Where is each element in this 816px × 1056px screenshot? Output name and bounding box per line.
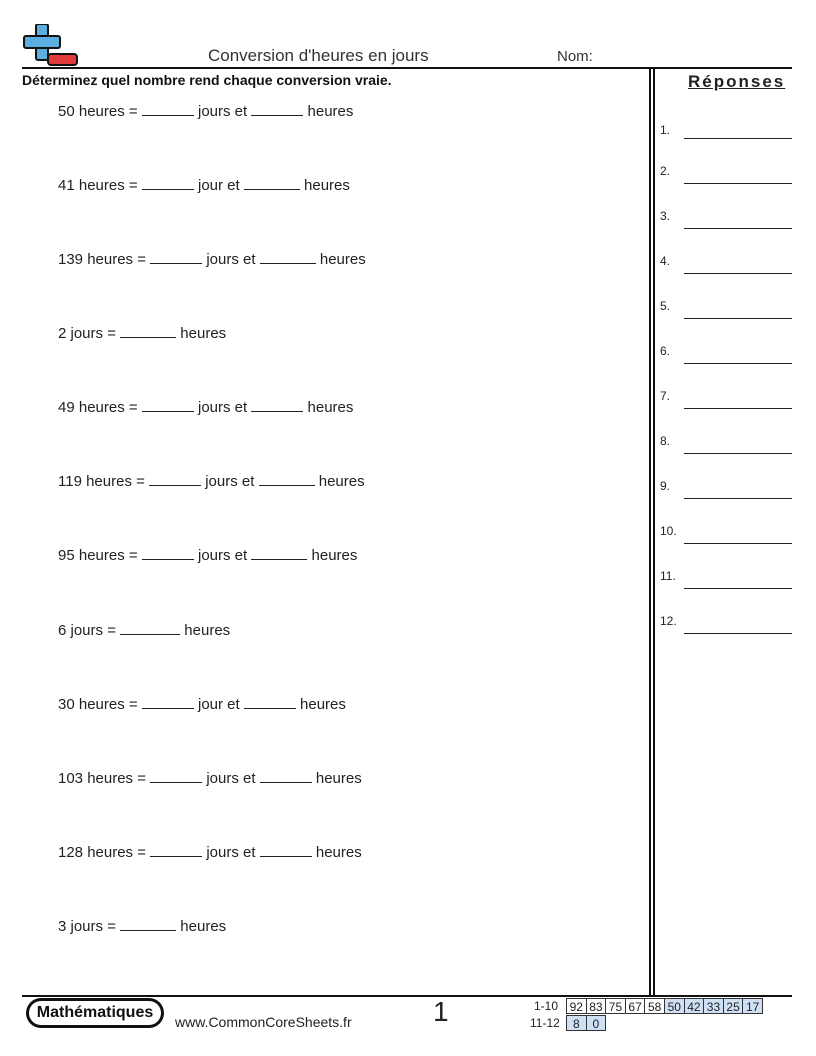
answer-blank[interactable] [259,471,315,486]
score-key-cell: 17 [742,998,763,1014]
problem-text-part: 50 heures = [58,103,142,120]
score-key-cell: 50 [664,998,685,1014]
answer-blank[interactable] [260,842,312,857]
problem-text-part: jours et [193,547,252,564]
score-key-cell: 33 [703,998,724,1014]
problem-text-part: heures [307,547,358,564]
answer-blank[interactable] [251,545,307,560]
answer-blank[interactable] [120,620,180,635]
answer-number: 5. [660,299,671,313]
problem-text [58,768,362,787]
answer-line[interactable] [684,228,792,229]
problem-text-part: heures [176,325,227,342]
score-key-cell: 42 [684,998,705,1014]
name-label: Nom: [557,48,593,65]
column-divider-right [653,67,655,996]
footer-divider [22,995,792,997]
answer-blank[interactable] [120,323,176,338]
problem-text-part: heures [303,103,354,120]
problem-text [58,175,350,194]
answer-blank[interactable] [149,471,201,486]
problem-text-part: heures [311,844,362,861]
answer-line[interactable] [684,453,792,454]
problem-text-part: 103 heures = [58,770,151,787]
problem-text-part: jour et [193,696,244,713]
problem-text-part: heures [176,918,227,935]
answer-blank[interactable] [251,397,303,412]
answer-number: 4. [660,254,671,268]
subject-badge-label: Mathématiques [29,1001,161,1025]
answer-blank[interactable] [142,175,194,190]
answer-line[interactable] [684,633,792,634]
problem-text-part: jours et [202,844,260,861]
problem-text-part: 2 jours = [58,325,121,342]
page-number: 1 [433,996,449,1027]
answers-title: Réponses [688,72,786,91]
problem-text-part: jours et [193,399,252,416]
answer-number: 1. [660,123,671,137]
score-key-cell: 58 [644,998,665,1014]
problem-text [58,620,230,639]
column-divider-left [649,67,651,996]
answer-line[interactable] [684,318,792,319]
problem-text-part: jours et [202,770,260,787]
score-key-range: 11-12 [530,1016,560,1030]
problem-text [58,545,357,564]
answer-blank[interactable] [244,694,296,709]
problem-text-part: 49 heures = [58,399,142,416]
problem-text-part: jours et [193,103,252,120]
score-key-range: 1-10 [534,999,559,1013]
answer-number: 11. [660,569,676,583]
answer-line[interactable] [684,183,792,184]
problem-text-part: heures [295,696,346,713]
answer-blank[interactable] [260,768,312,783]
problem-text [58,694,346,713]
problem-text-part: heures [180,622,231,639]
problem-text-part: 30 heures = [58,696,142,713]
problem-text-part: jour et [193,177,244,194]
answer-number: 8. [660,434,671,448]
problem-text-part: heures [299,177,350,194]
answer-blank[interactable] [142,101,194,116]
problem-text-part: 95 heures = [58,547,142,564]
problem-text [58,397,353,416]
problem-text [58,249,366,268]
answer-line[interactable] [684,498,792,499]
answer-blank[interactable] [120,916,176,931]
score-key-cell: 83 [586,998,607,1014]
answer-number: 2. [660,164,671,178]
answer-blank[interactable] [142,694,194,709]
problem-text-part: jours et [202,251,260,268]
score-key-cell: 0 [586,1015,607,1031]
answer-blank[interactable] [150,842,202,857]
problem-text [58,916,226,935]
score-key-cell: 67 [625,998,646,1014]
website-link[interactable]: www.CommonCoreSheets.fr [175,1014,352,1030]
problem-text-part: heures [314,473,365,490]
answer-number: 3. [660,209,671,223]
worksheet-title: Conversion d'heures en jours [208,46,429,65]
problem-text [58,471,365,490]
problem-text-part: 139 heures = [58,251,151,268]
answer-line[interactable] [684,408,792,409]
answer-line[interactable] [684,138,792,139]
problem-text-part: heures [311,770,362,787]
score-key-cell: 25 [723,998,744,1014]
problem-text-part: heures [303,399,354,416]
logo [22,24,78,68]
problem-text [58,323,226,342]
answer-number: 10. [660,524,677,538]
answer-line[interactable] [684,363,792,364]
answer-number: 6. [660,344,671,358]
answer-line[interactable] [684,543,792,544]
answer-number: 12. [660,614,677,628]
problem-text-part: 3 jours = [58,918,121,935]
problem-text-part: 128 heures = [58,844,151,861]
problem-text [58,842,362,861]
answer-line[interactable] [684,588,792,589]
problem-text-part: jours et [201,473,259,490]
score-key-cell: 8 [566,1015,587,1031]
answer-line[interactable] [684,273,792,274]
answer-blank[interactable] [150,768,202,783]
answer-blank[interactable] [251,101,303,116]
instructions: Déterminez quel nombre rend chaque conversion vraie. [22,72,392,88]
score-key-cell: 92 [566,998,587,1014]
score-key-cell: 75 [605,998,626,1014]
answer-blank[interactable] [150,249,202,264]
problem-text [58,101,353,120]
problem-text-part: heures [315,251,366,268]
answer-blank[interactable] [244,175,300,190]
answer-number: 9. [660,479,671,493]
header-divider [22,67,792,69]
problem-text-part: 41 heures = [58,177,142,194]
answer-blank[interactable] [142,397,194,412]
answer-blank[interactable] [260,249,316,264]
answer-number: 7. [660,389,671,403]
subject-badge [26,998,164,1028]
problem-text-part: 6 jours = [58,622,121,639]
problem-text-part: 119 heures = [58,473,150,490]
answer-blank[interactable] [142,545,194,560]
